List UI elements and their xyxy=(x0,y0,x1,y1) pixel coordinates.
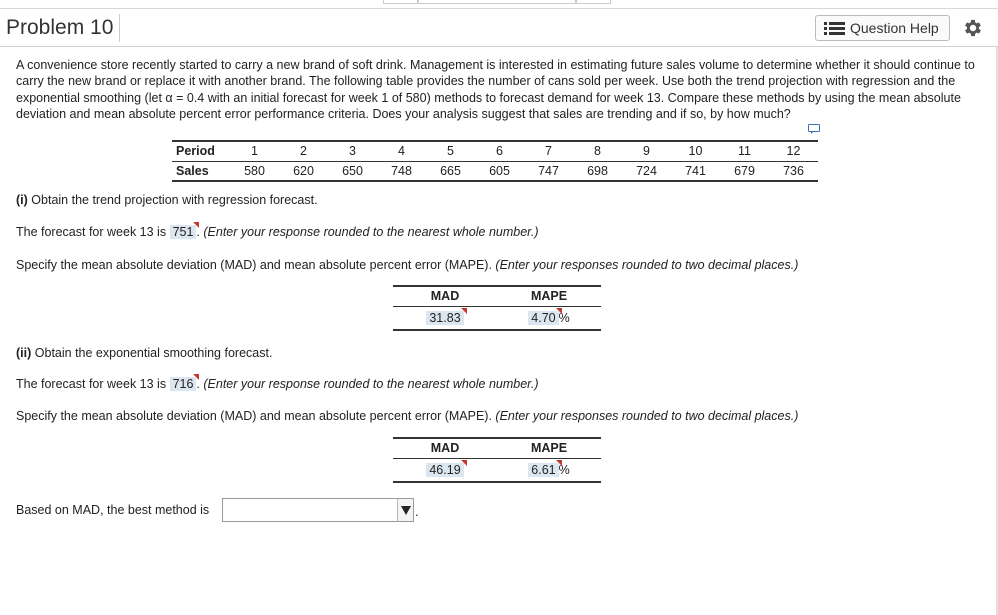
part1-label: (i) xyxy=(16,193,28,207)
period-cell: 11 xyxy=(720,141,769,161)
sales-row xyxy=(172,161,818,181)
period-cell: 2 xyxy=(279,141,328,161)
top-strip xyxy=(0,0,998,9)
period-cell: 5 xyxy=(426,141,475,161)
sales-cell: 748 xyxy=(377,161,426,181)
part2-label: (ii) xyxy=(16,346,32,360)
incorrect-flag-icon xyxy=(461,308,467,314)
mad-cell xyxy=(393,458,497,482)
trailing-period: . xyxy=(415,505,419,519)
part2-mad-answer[interactable] xyxy=(426,463,463,477)
tab-stub xyxy=(576,0,611,4)
period-cell: 7 xyxy=(524,141,573,161)
mad-cell xyxy=(393,306,497,330)
tab-stub xyxy=(383,0,418,4)
sales-cell: 620 xyxy=(279,161,328,181)
part2-mape-answer[interactable] xyxy=(528,463,558,477)
incorrect-flag-icon xyxy=(556,308,562,314)
problem-header xyxy=(0,9,998,47)
period-cell: 12 xyxy=(769,141,818,161)
best-method-select[interactable] xyxy=(222,498,414,522)
period-cell: 1 xyxy=(230,141,279,161)
part1-mad-value: 31.83 xyxy=(429,310,461,325)
percent-sign: % xyxy=(558,310,570,325)
sales-cell: 724 xyxy=(622,161,671,181)
best-method-label: Based on MAD, the best method is xyxy=(16,503,210,517)
period-cell: 6 xyxy=(475,141,524,161)
part2-specify-hint: (Enter your responses rounded to two decimal places.) xyxy=(495,409,799,423)
period-row xyxy=(172,141,818,161)
mape-cell xyxy=(497,306,601,330)
tooltip-icon[interactable] xyxy=(808,124,820,134)
part1-forecast-line: The forecast for week 13 is 751 . (Enter your response rounded to the nearest whole number.) xyxy=(16,225,539,239)
problem-title: Problem 10 xyxy=(0,14,120,42)
sales-cell: 747 xyxy=(524,161,573,181)
part1-forecast-value: 751 xyxy=(172,225,194,239)
question-help-button[interactable] xyxy=(815,15,950,41)
tab-stub xyxy=(418,0,576,4)
part1-mad-answer[interactable] xyxy=(426,311,463,325)
dropdown-arrow[interactable] xyxy=(397,499,413,521)
mad-header: MAD xyxy=(393,438,497,458)
period-cell: 3 xyxy=(328,141,377,161)
sales-cell: 650 xyxy=(328,161,377,181)
sales-cell: 741 xyxy=(671,161,720,181)
chevron-down-icon xyxy=(401,506,411,515)
part1-error-table xyxy=(393,285,601,331)
part2-forecast-line: The forecast for week 13 is 716 . (Enter your response rounded to the nearest whole number.) xyxy=(16,377,539,391)
part1-mape-value: 4.70 xyxy=(531,310,556,325)
part2-specify-line xyxy=(16,409,798,423)
incorrect-flag-icon xyxy=(556,460,562,466)
part1-specify-line xyxy=(16,258,798,272)
list-icon xyxy=(824,22,845,35)
part1-specify-hint: (Enter your responses rounded to two decimal places.) xyxy=(495,258,799,272)
part1-specify-text: Specify the mean absolute deviation (MAD) and mean absolute percent error (MAPE). xyxy=(16,258,492,272)
period-cell: 9 xyxy=(622,141,671,161)
sales-cell: 605 xyxy=(475,161,524,181)
incorrect-flag-icon xyxy=(193,374,199,380)
percent-sign: % xyxy=(558,462,570,477)
period-cell: 8 xyxy=(573,141,622,161)
mape-cell xyxy=(497,458,601,482)
part1-mape-answer[interactable] xyxy=(528,311,558,325)
part2-forecast-prefix: The forecast for week 13 is xyxy=(16,377,167,391)
mape-header: MAPE xyxy=(497,438,601,458)
period-cell: 10 xyxy=(671,141,720,161)
sales-cell: 665 xyxy=(426,161,475,181)
incorrect-flag-icon xyxy=(461,460,467,466)
sales-cell: 679 xyxy=(720,161,769,181)
part1-forecast-answer[interactable] xyxy=(170,225,197,239)
part2-mape-value: 6.61 xyxy=(531,462,556,477)
part1-heading xyxy=(16,193,318,207)
sales-cell: 736 xyxy=(769,161,818,181)
sales-cell: 698 xyxy=(573,161,622,181)
incorrect-flag-icon xyxy=(193,222,199,228)
part2-forecast-value: 716 xyxy=(172,377,194,391)
sales-cell: 580 xyxy=(230,161,279,181)
sales-data-table xyxy=(172,140,818,182)
part1-forecast-prefix: The forecast for week 13 is xyxy=(16,225,167,239)
part1-heading-text: Obtain the trend projection with regression forecast. xyxy=(31,193,318,207)
part2-specify-text: Specify the mean absolute deviation (MAD) and mean absolute percent error (MAPE). xyxy=(16,409,492,423)
part2-error-table xyxy=(393,437,601,483)
part2-heading-text: Obtain the exponential smoothing forecast. xyxy=(34,346,273,360)
sales-label: Sales xyxy=(172,161,230,181)
part1-forecast-hint: (Enter your response rounded to the nearest whole number.) xyxy=(203,225,539,239)
mape-header: MAPE xyxy=(497,286,601,306)
problem-statement: A convenience store recently started to carry a new brand of soft drink. Management is interested in estimating future sales volume to determine whether it should continue to carry the new brand or replace it with another brand. The following table provides the number of cans sold per week. Use both the trend projection with regression and the exponential smoothing (let α = 0.4 with an initial forecast for week 1 of 580) methods to forecast demand for week 13. Compare these methods by using the mean absolute deviation and mean absolute percent error performance criteria. Does your analysis suggest that sales are trending and if so, by how much? xyxy=(16,58,975,122)
question-help-label: Question Help xyxy=(850,20,939,36)
mad-header: MAD xyxy=(393,286,497,306)
part2-forecast-hint: (Enter your response rounded to the nearest whole number.) xyxy=(203,377,539,391)
gear-icon[interactable] xyxy=(962,17,984,39)
period-label: Period xyxy=(172,141,230,161)
period-cell: 4 xyxy=(377,141,426,161)
part2-forecast-answer[interactable] xyxy=(170,377,197,391)
part2-mad-value: 46.19 xyxy=(429,462,461,477)
part2-heading xyxy=(16,346,272,360)
